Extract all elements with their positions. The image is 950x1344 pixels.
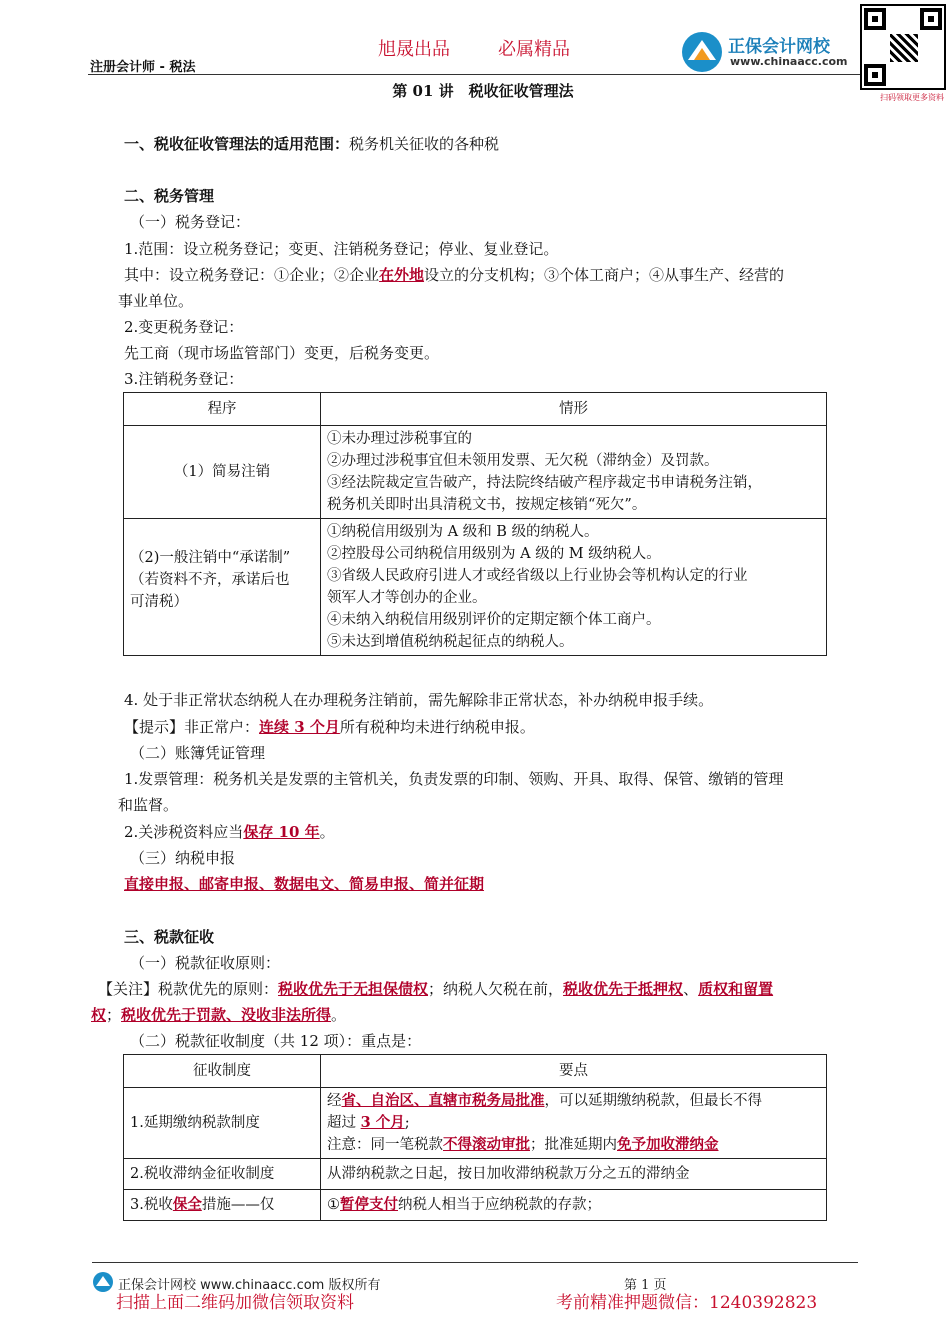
footer-promo-right: 考前精准押题微信：1240392823: [556, 1293, 818, 1313]
highlight-text: 保存 10 年: [243, 823, 320, 841]
table-cell: [124, 519, 321, 656]
highlight-text: 税收优先于罚款、没收非法所得: [121, 1006, 332, 1024]
text-span: 【提示】非正常户：: [124, 718, 260, 736]
highlight-text: 在外地: [379, 266, 425, 284]
tip-abnormal: [124, 716, 535, 737]
cell-line: [327, 1112, 820, 1134]
table-row: [124, 1159, 827, 1190]
table-row: [124, 1190, 827, 1221]
text-span: 超过: [327, 1115, 361, 1131]
section-1: [124, 133, 499, 154]
priority-principle: [98, 978, 773, 999]
section-3-heading: 三、税款征收: [124, 928, 215, 946]
text-span: ；纳税人欠税在前，: [428, 980, 564, 998]
header-rule: [88, 74, 860, 75]
stamp-text-2: 必属精品: [498, 39, 570, 60]
cell-line: [327, 1134, 820, 1156]
text-span: 3.税收: [130, 1197, 173, 1213]
abnormal-status: 4. 处于非正常状态纳税人在办理税务注销前，需先解除非正常状态，补办纳税申报手续。: [124, 691, 714, 709]
highlight-text: 3 个月: [360, 1114, 405, 1131]
table-row: [124, 426, 827, 519]
change-registration-detail: 先工商（现市场监管部门）变更，后税务变更。: [124, 344, 440, 362]
table-cell: [321, 519, 827, 656]
invoice-management-cont: 和监督。: [118, 796, 179, 814]
table-header: 征收制度: [124, 1055, 321, 1088]
table-row: [124, 1088, 827, 1159]
change-registration: 2.变更税务登记：: [124, 318, 244, 336]
highlight-text: 保全: [172, 1196, 202, 1213]
cell-line: （若资料不齐，承诺后也: [130, 572, 290, 588]
subsection-books: （二）账簿凭证管理: [130, 744, 266, 762]
highlight-text: 不得滚动审批: [443, 1136, 530, 1153]
table-header: 程序: [124, 393, 321, 426]
text-span: 经: [327, 1093, 342, 1109]
text-span: 。: [319, 823, 335, 841]
footer-promo-left: 扫描上面二维码加微信领取资料: [116, 1293, 354, 1313]
cell-line: ④未纳入纳税信用级别评价的定期定额个体工商户。: [327, 612, 661, 628]
table-cell: [321, 1190, 827, 1221]
section-1-heading: 一、税收征收管理法的适用范围：: [124, 135, 350, 153]
footer-page-number: 第 1 页: [624, 1278, 667, 1293]
text-span: 【关注】税款优先的原则：: [98, 980, 279, 998]
text-span: 。: [331, 1006, 347, 1024]
cell-line: 可清税）: [130, 594, 188, 610]
cancel-registration: 3.注销税务登记：: [124, 370, 244, 388]
text-span: ①: [327, 1197, 340, 1213]
table-cell: [321, 1088, 827, 1159]
subsection-registration: （一）税务登记：: [130, 213, 251, 231]
table-row: [124, 519, 827, 656]
text-span: ;: [404, 1115, 410, 1131]
cell-line: 领军人才等创办的企业。: [327, 590, 487, 606]
declaration-methods: 直接申报、邮寄申报、数据电文、简易申报、简并征期: [124, 875, 485, 893]
table-cell: [124, 1190, 321, 1221]
table-header: 要点: [321, 1055, 827, 1088]
cell-line: （2)一般注销中“承诺制”: [130, 550, 291, 566]
table-cell: 2.税收滞纳金征收制度: [124, 1159, 321, 1190]
cell-line: ③经法院裁定宣告破产，持法院终结破产程序裁定书申请税务注销，: [327, 475, 762, 491]
subsection-principles: （一）税款征收原则：: [130, 954, 281, 972]
cell-line: 税务机关即时出具清税文书，按规定核销“死欠”。: [327, 497, 647, 513]
text-span: ；批准延期内: [530, 1137, 617, 1153]
cell-line: ③省级人民政府引进人才或经省级以上行业协会等机构认定的行业: [327, 568, 748, 584]
text-span: 设立的分支机构；③个体工商户；④从事生产、经营的: [424, 266, 785, 284]
highlight-text: 质权和留置: [698, 980, 774, 998]
highlight-text: 税收优先于无担保债权: [278, 980, 429, 998]
subsection-declaration: （三）纳税申报: [130, 849, 236, 867]
cancel-registration-table: [123, 392, 827, 656]
registration-types-cont: 事业单位。: [118, 292, 194, 310]
footer-logo-icon: [92, 1271, 114, 1293]
subsection-systems: （二）税款征收制度（共 12 项）：重点是：: [130, 1032, 422, 1050]
table-cell: （1）简易注销: [124, 426, 321, 519]
cell-line: ⑤未达到增值税纳税起征点的纳税人。: [327, 634, 574, 650]
text-span: 措施——仅: [201, 1197, 275, 1213]
text-span: 、: [683, 980, 699, 998]
highlight-text: 税收优先于抵押权: [563, 980, 684, 998]
stamp-text-1: 旭晟出品: [378, 39, 450, 60]
highlight-text: 连续 3 个月: [259, 718, 340, 736]
highlight-text: 免予加收滞纳金: [617, 1136, 719, 1153]
highlight-text: 权: [91, 1006, 107, 1024]
cell-line: ②办理过涉税事宜但未领用发票、无欠税（滞纳金）及罚款。: [327, 453, 719, 469]
qr-caption: 扫码领取更多资料: [880, 93, 944, 102]
registration-scope: 1.范围：设立税务登记；变更、注销税务登记；停业、复业登记。: [124, 240, 559, 258]
invoice-management: 1.发票管理：税务机关是发票的主管机关，负责发票的印制、领购、开具、取得、保管、缴销的管理: [124, 770, 784, 788]
text-span: 纳税人相当于应纳税款的存款；: [398, 1197, 601, 1213]
text-span: 2.关涉税资料应当: [124, 823, 244, 841]
section-1-text: 税务机关征收的各种税: [349, 135, 500, 153]
logo: [680, 30, 860, 74]
table-cell: 从滞纳税款之日起，按日加收滞纳税款万分之五的滞纳金: [321, 1159, 827, 1190]
page-title: 第 01 讲 税收征收管理法: [392, 82, 574, 100]
qr-code: [860, 4, 946, 90]
registration-types: [124, 264, 784, 285]
logo-name: 正保会计网校: [728, 37, 830, 57]
records-retention: [124, 821, 335, 842]
cell-line: ②控股母公司纳税信用级别为 A 级的 M 级纳税人。: [327, 546, 661, 562]
text-span: 所有税种均未进行纳税申报。: [339, 718, 535, 736]
logo-icon: [680, 30, 724, 74]
cell-line: ①纳税信用级别为 A 级和 B 级的纳税人。: [327, 524, 599, 540]
highlight-text: 暂停支付: [340, 1196, 398, 1213]
text-span: 注意：同一笔税款: [327, 1137, 443, 1153]
section-2-heading: 二、税务管理: [124, 187, 215, 205]
cell-line: ①未办理过涉税事宜的: [327, 431, 472, 447]
footer-rule: [92, 1262, 858, 1263]
table-cell: 1.延期缴纳税款制度: [124, 1088, 321, 1159]
header-left-title: 注册会计师 - 税法: [90, 60, 196, 75]
table-header: 情形: [321, 393, 827, 426]
collection-system-table: [123, 1054, 827, 1221]
priority-principle-cont: [91, 1004, 346, 1025]
text-span: ，可以延期缴纳税款，但最长不得: [544, 1093, 762, 1109]
table-cell: [321, 426, 827, 519]
highlight-text: 省、自治区、直辖市税务局批准: [341, 1092, 545, 1109]
text-span: 其中：设立税务登记：①企业；②企业: [124, 266, 380, 284]
logo-url: www.chinaacc.com: [730, 55, 848, 68]
cell-line: [327, 1090, 820, 1112]
footer-copyright: 正保会计网校 www.chinaacc.com 版权所有: [118, 1278, 381, 1293]
text-span: ；: [106, 1006, 122, 1024]
